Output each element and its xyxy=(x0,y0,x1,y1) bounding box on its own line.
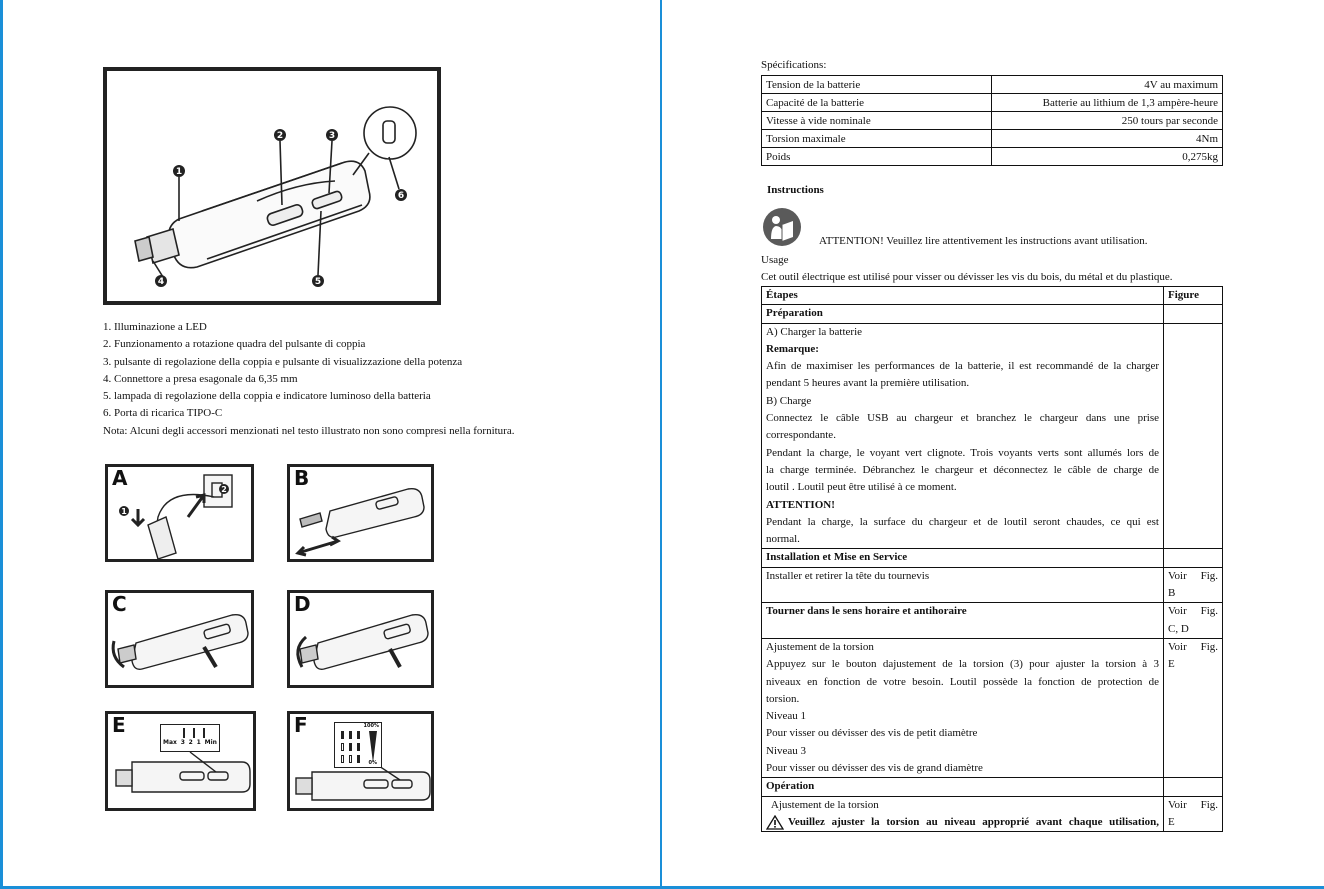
torque-line: Ajustement de la torsion xyxy=(766,640,874,653)
figure-ref: B xyxy=(1168,587,1176,600)
screwdriver-parts-diagram xyxy=(103,67,441,305)
table-row xyxy=(762,76,1223,94)
figure-d-letter: D xyxy=(294,592,311,616)
battery-empty-label: 0% xyxy=(368,760,377,766)
figure-c-letter: C xyxy=(112,592,127,616)
spec-value: 0,275kg xyxy=(992,148,1223,166)
figure-e-letter: E xyxy=(112,713,126,737)
prep-line: Connectez le câble USB au chargeur et branchez le chargeur dans une prise xyxy=(766,412,1159,425)
torque-scale-panel xyxy=(160,724,220,752)
figure-d xyxy=(287,590,434,688)
operation-warning xyxy=(766,814,1159,831)
section-row xyxy=(762,778,1223,796)
spec-label: Tension de la batterie xyxy=(762,76,992,94)
prep-line: B) Charge xyxy=(766,394,812,407)
figure-a xyxy=(105,464,254,562)
torque-line: Niveau 1 xyxy=(766,710,807,723)
battery-full-label: 100% xyxy=(363,723,379,729)
table-row xyxy=(762,112,1223,130)
figure-ref: Voir Fig. xyxy=(1168,798,1218,811)
operation-warning-text: Veuillez ajuster la torsion au niveau approprié avant chaque utilisation, xyxy=(788,815,1159,828)
parts-note: Nota: Alcuni degli accessori menzionati nel testo illustrato non sono compresi nella fornitura. xyxy=(103,424,515,437)
spec-label: Torsion maximale xyxy=(762,130,992,148)
callout-6: 6 xyxy=(397,191,405,201)
figure-ref: Voir Fig. xyxy=(1168,605,1218,618)
figure-c xyxy=(105,590,254,688)
figure-ref: Voir Fig. xyxy=(1168,569,1218,582)
spec-value: 4Nm xyxy=(992,130,1223,148)
torque-line: torsion. xyxy=(766,692,800,705)
spec-label: Poids xyxy=(762,148,992,166)
figure-e xyxy=(105,711,256,811)
specs-title: Spécifications: xyxy=(761,59,827,71)
operation-line: Ajustement de la torsion xyxy=(766,798,879,811)
table-row xyxy=(762,603,1223,639)
scale-min: Min xyxy=(204,739,217,746)
figure-ref: E xyxy=(1168,658,1175,671)
page-divider xyxy=(660,0,662,889)
prep-line: Pendant la charge, la surface du chargeur et de loutil seront chaudes, ce qui est xyxy=(766,515,1159,528)
part-item: 5. lampada di regolazione della coppia e indicatore luminoso della batteria xyxy=(103,390,431,403)
figure-ref: E xyxy=(1168,815,1175,828)
page-frame-left xyxy=(0,0,3,889)
torque-line: Pour visser ou dévisser des vis de grand diamètre xyxy=(766,762,983,775)
bit-insert-illustration xyxy=(290,467,431,559)
table-header-row xyxy=(762,287,1223,305)
part-item: 6. Porta di ricarica TIPO-C xyxy=(103,407,223,420)
figure-b xyxy=(287,464,434,562)
callout-2: 2 xyxy=(276,131,284,141)
table-row xyxy=(762,638,1223,777)
table-row xyxy=(762,148,1223,166)
install-line: Tourner dans le sens horaire et antihoraire xyxy=(766,605,967,618)
prep-line: normal. xyxy=(766,533,800,546)
parts-list xyxy=(103,319,563,440)
step-mark-1: 1 xyxy=(121,507,127,516)
attention-notice: ATTENTION! Veuillez lire attentivement les instructions avant utilisation. xyxy=(819,235,1148,247)
part-item: 1. Illuminazione a LED xyxy=(103,321,207,333)
spec-value: 250 tours par seconde xyxy=(992,112,1223,130)
scale-max: Max xyxy=(163,739,177,746)
screwdriver-illustration xyxy=(107,71,437,301)
figure-f xyxy=(287,711,434,811)
figure-ref: C, D xyxy=(1168,622,1189,635)
prep-line: Afin de maximiser les performances de la batterie, il est recommandé de la charger xyxy=(766,360,1159,373)
torque-line: Pour visser ou dévisser des vis de petit diamètre xyxy=(766,727,978,740)
step-mark-2: 2 xyxy=(221,485,227,494)
prep-line: correspondante. xyxy=(766,429,836,442)
section-installation-title: Installation et Mise en Service xyxy=(766,551,908,564)
prep-line: la charge terminée. Débranchez le chargeur et déconnectez le câble de charge de xyxy=(766,463,1159,476)
figure-f-letter: F xyxy=(294,713,308,737)
table-row xyxy=(762,796,1223,832)
section-preparation-title: Préparation xyxy=(766,307,823,320)
torque-line: Niveau 3 xyxy=(766,744,807,757)
spec-label: Vitesse à vide nominale xyxy=(762,112,992,130)
scale-3: 3 xyxy=(180,739,185,746)
steps-header: Étapes xyxy=(766,289,798,301)
instructions-title: Instructions xyxy=(767,184,824,196)
section-operation-title: Opération xyxy=(766,780,815,793)
table-row xyxy=(762,567,1223,603)
usage-text: Cet outil électrique est utilisé pour visser ou dévisser les vis du bois, du métal et du plastique. xyxy=(761,271,1173,283)
table-row xyxy=(762,130,1223,148)
warning-triangle-icon xyxy=(766,815,784,830)
prep-line: pendant 5 heures avant la première utilisation. xyxy=(766,377,970,390)
spec-value: Batterie au lithium de 1,3 ampère-heure xyxy=(992,94,1223,112)
rotation-ccw-illustration xyxy=(290,593,431,685)
steps-table xyxy=(761,286,1223,832)
usage-title: Usage xyxy=(761,254,789,266)
prep-line: A) Charger la batterie xyxy=(766,325,863,338)
battery-indicator-panel xyxy=(334,722,382,768)
table-row xyxy=(762,94,1223,112)
torque-line: niveaux en fonction de votre besoin. Loutil possède la fonction de protection de xyxy=(766,675,1159,688)
prep-line: ATTENTION! xyxy=(766,498,835,511)
part-item: 3. pulsante di regolazione della coppia e pulsante di visualizzazione della potenza xyxy=(103,355,463,368)
torque-line: Appuyez sur le bouton dajustement de la torsion (3) pour ajuster la torsion à 3 xyxy=(766,658,1159,671)
install-line: Installer et retirer la tête du tournevis xyxy=(766,569,930,582)
figure-a-letter: A xyxy=(112,466,128,490)
spec-value: 4V au maximum xyxy=(992,76,1223,94)
part-item: 4. Connettore a presa esagonale da 6,35 mm xyxy=(103,372,298,385)
figure-header: Figure xyxy=(1168,289,1199,301)
prep-line: Remarque: xyxy=(766,342,819,355)
scale-2: 2 xyxy=(188,739,193,746)
spec-label: Capacité de la batterie xyxy=(762,94,992,112)
read-manual-icon xyxy=(762,207,802,247)
section-row xyxy=(762,549,1223,567)
callout-4: 4 xyxy=(157,277,165,287)
callout-1: 1 xyxy=(175,167,183,177)
prep-line: loutil . Loutil peut être utilisé à ce moment. xyxy=(766,481,957,494)
section-row xyxy=(762,305,1223,323)
figure-ref: Voir Fig. xyxy=(1168,640,1218,653)
rotation-cw-illustration xyxy=(108,593,251,685)
callout-3: 3 xyxy=(328,131,336,141)
prep-line: Pendant la charge, le voyant vert clignote. Trois voyants verts sont allumés lors de xyxy=(766,446,1159,459)
specs-table xyxy=(761,75,1223,166)
part-item: 2. Funzionamento a rotazione quadra del pulsante di coppia xyxy=(103,338,366,351)
callout-5: 5 xyxy=(314,277,322,287)
figure-b-letter: B xyxy=(294,466,310,490)
scale-1: 1 xyxy=(196,739,201,746)
table-row xyxy=(762,323,1223,549)
charging-illustration xyxy=(108,467,251,559)
